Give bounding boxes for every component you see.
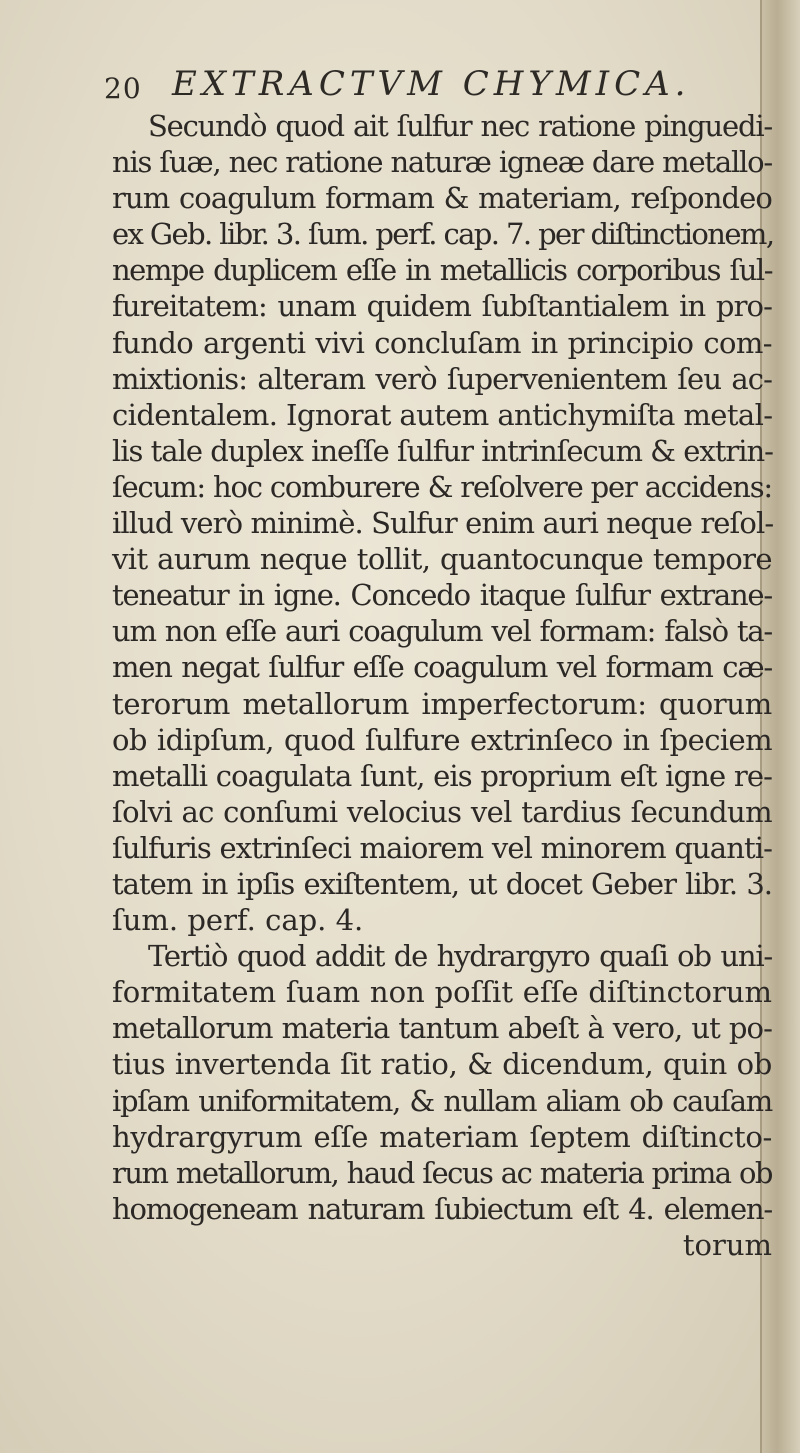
text-line: Tertiò quod addit de hydrargyro quaſi ob uni- [148,939,772,974]
text-line: vit aurum neque tollit, quantocunque tempore [112,542,772,577]
text-line: fundo argenti vivi concluſam in principio com- [112,325,772,360]
text-line: teneatur in igne. Concedo itaque ſulfur extrane- [112,578,772,613]
text-line: hydrargyrum eſſe materiam ſeptem diſtincto- [112,1119,772,1154]
text-line: fureitatem: unam quidem ſubſtantialem in pro- [112,289,772,324]
text-line: um non eſſe auri coagulum vel formam: falsò ta- [112,614,772,649]
text-line: ſecum: hoc comburere & reſolvere per accidens: [112,469,772,504]
text-line: illud verò minimè. Sulfur enim auri neque reſol- [112,506,774,541]
text-line: lis tale duplex ineſſe ſulfur intrinſecum & extrin- [112,433,773,468]
text-line: terorum metallorum imperfectorum: quorum [112,686,772,721]
page-header [104,64,764,104]
text-line: ipſam uniformitatem, & nullam aliam ob cauſam [112,1083,772,1118]
text-line: ſolvi ac conſumi velocius vel tardius ſecundum [112,794,772,829]
text-line: nis ſuæ, nec ratione naturæ igneæ dare metallo- [112,145,772,180]
body-text [112,108,772,1263]
text-line: Secundò quod ait ſulfur nec ratione pinguedi- [148,109,772,143]
text-line: metallorum materia tantum abeſt à vero, ut po- [112,1011,772,1046]
catchword: torum [682,1227,772,1262]
text-line: cidentalem. Ignorat autem antichymiſta metal- [112,397,773,432]
text-line: formitatem ſuam non poſſit eſſe diſtinctorum [112,975,772,1010]
text-line: rum metallorum, haud ſecus ac materia prima ob [112,1155,772,1190]
text-line: men negat ſulfur eſſe coagulum vel formam cæ- [112,650,772,685]
text-line: rum coagulum formam & materiam, reſpondeo [112,181,772,216]
text-line: ob idipſum, quod ſulfure extrinſeco in ſpeciem [112,722,772,757]
text-line: homogeneam naturam ſubiectum eſt 4. elemen- [112,1191,772,1226]
running-title: EXTRACTVM CHYMICA. [172,64,691,104]
text-line: tatem in ipſis exiſtentem, ut docet Geber libr. 3. [112,866,772,901]
text-line: metalli coagulata ſunt, eis proprium eſt igne re- [112,758,772,793]
text-line: ſum. perf. cap. 4. [112,903,364,938]
text-line: mixtionis: alteram verò ſupervenientem ſeu ac- [112,361,772,396]
text-line: ſulfuris extrinſeci maiorem vel minorem quanti- [112,830,772,865]
text-line: nempe duplicem eſſe in metallicis corporibus ſul- [112,253,772,288]
page-number: 20 [104,72,142,105]
text-line: ex Geb. libr. 3. ſum. perf. cap. 7. per diſtinctionem, [112,217,774,252]
text-line: tius invertenda ſit ratio, & dicendum, quin ob [112,1047,772,1082]
